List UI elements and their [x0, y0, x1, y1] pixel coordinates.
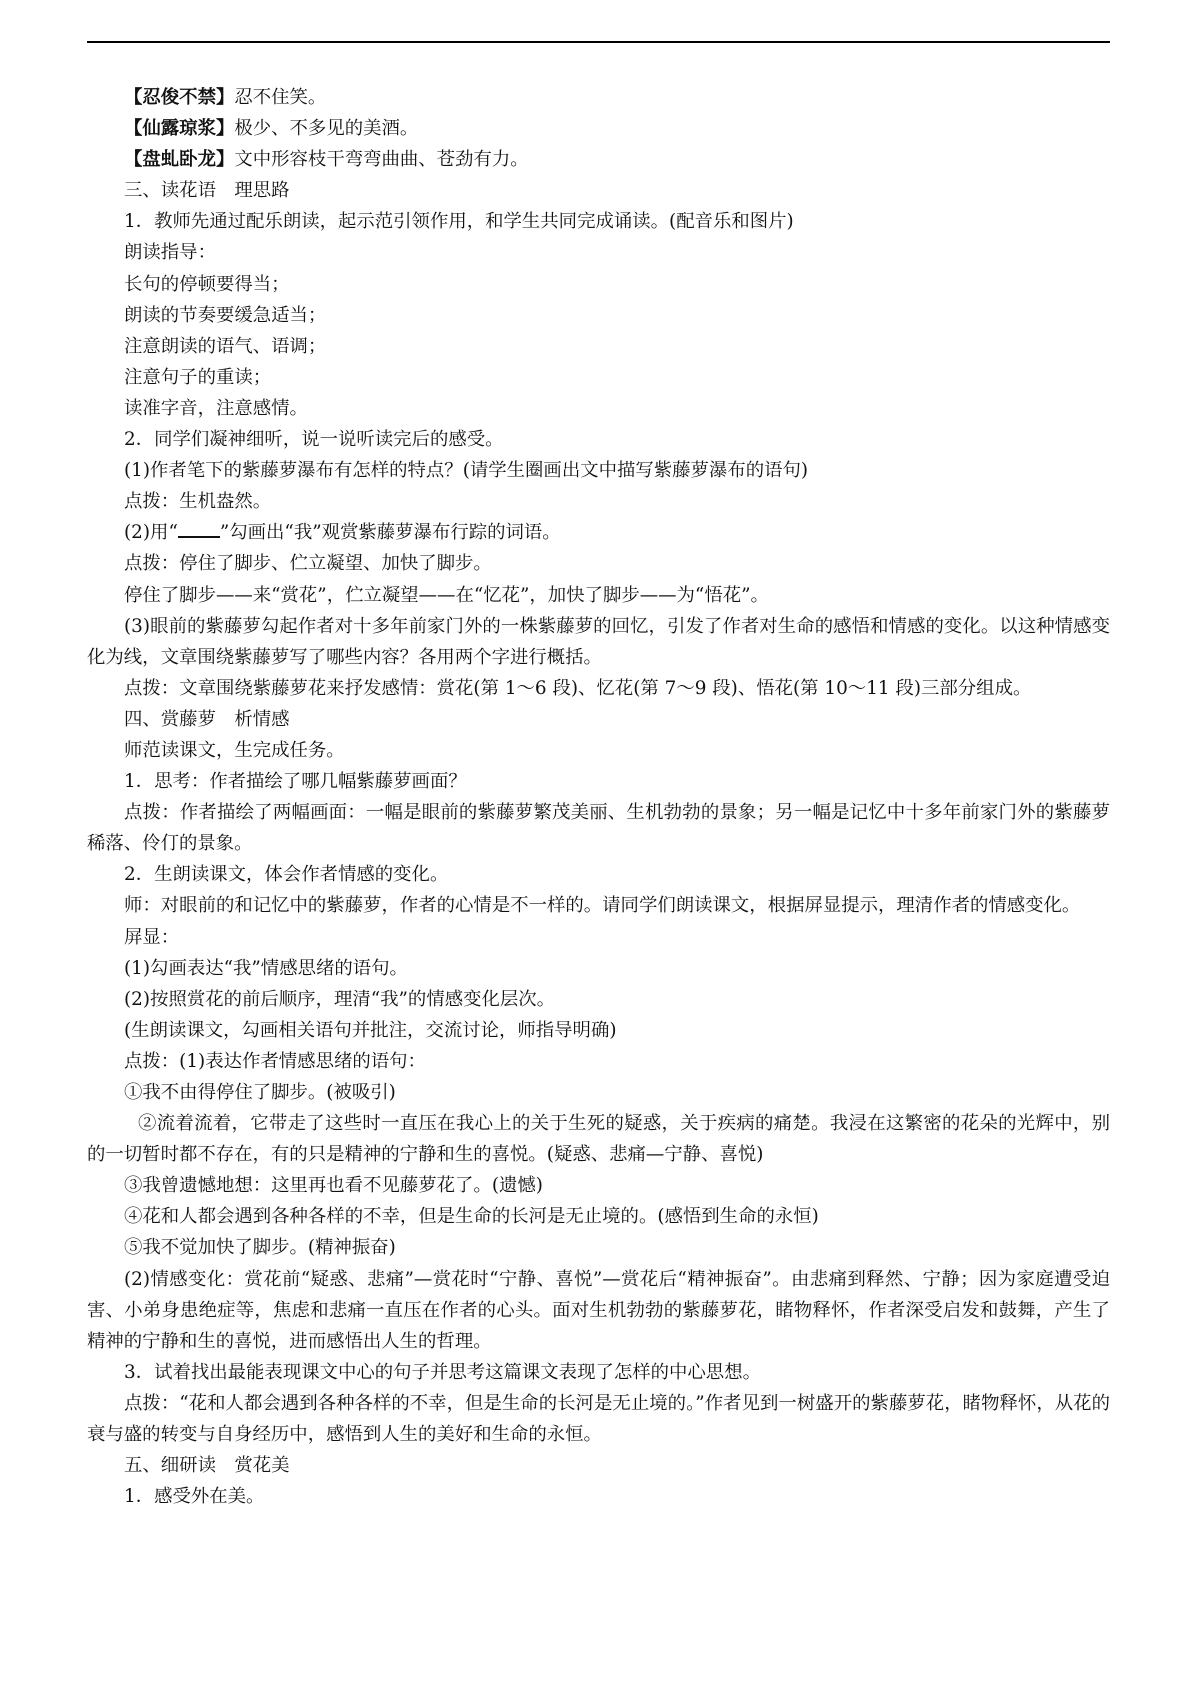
quote-item: ②流着流着，它带走了这些时一直压在我心上的关于生死的疑惑，关于疾病的痛楚。我浸在这繁密的花朵的光辉中，别的一切暂时都不存在，有的只是精神的宁静和生的喜悦。(疑惑、悲痛—宁静、喜悦)	[87, 1113, 1110, 1166]
answer: 点拨：生机盎然。	[124, 491, 272, 513]
vocab-term: 【盘虬卧龙】	[124, 149, 235, 171]
paragraph: 师范读课文，生完成任务。	[124, 739, 345, 761]
question	[87, 517, 1110, 548]
screen-item: (2)按照赏花的前后顺序，理清“我”的情感变化层次。	[124, 988, 556, 1010]
section-heading: 三、读花语 理思路	[124, 180, 290, 202]
quote-item: ③我曾遗憾地想：这里再也看不见藤萝花了。(遗憾)	[124, 1175, 543, 1197]
screen-item: (1)勾画表达“我”情感思绪的语句。	[124, 957, 408, 979]
vocab-entry	[87, 144, 1110, 175]
vocab-definition: 极少、不多见的美酒。	[234, 118, 419, 140]
answer: 点拨：(1)表达作者情感思绪的语句：	[124, 1050, 426, 1072]
vocab-entry	[87, 82, 1110, 113]
guide-item: 注意句子的重读；	[124, 366, 272, 388]
vocab-entry	[87, 113, 1110, 144]
section-heading: 五、细研读 赏花美	[124, 1455, 290, 1477]
guide-item: 朗读的节奏要缓急适当；	[124, 304, 327, 326]
answer: (2)情感变化：赏花前“疑惑、悲痛”—赏花时“宁静、喜悦”—赏花后“精神振奋”。由悲痛到释然、宁静；因为家庭遭受迫害、小弟身患绝症等，焦虑和悲痛一直压在作者的心头。面对生机勃勃的紫藤萝花，睹物释怀，作者深受启发和鼓舞，产生了精神的宁静和生的喜悦，进而感悟出人生的哲理。	[87, 1268, 1110, 1352]
header-rule	[87, 41, 1110, 43]
screen-title: 屏显：	[124, 926, 180, 948]
question-prefix: (2)用“	[124, 522, 178, 544]
section-heading: 四、赏藤萝 析情感	[124, 708, 290, 730]
question-suffix: ”勾画出“我”观赏紫藤萝瀑布行踪的词语。	[219, 522, 561, 544]
guide-item: 长句的停顿要得当；	[124, 273, 290, 295]
vocab-term: 【忍俊不禁】	[124, 87, 235, 108]
vocab-definition: 文中形容枝干弯弯曲曲、苍劲有力。	[234, 149, 529, 171]
teacher-remark: 师：对眼前的和记忆中的紫藤萝，作者的心情是不一样的。请同学们朗读课文，根据屏显提示，理清作者的情感变化。	[124, 895, 1081, 917]
activity-note: (生朗读课文，勾画相关语句并批注，交流讨论，师指导明确)	[124, 1019, 617, 1041]
guide-item: 注意朗读的语气、语调；	[124, 335, 327, 357]
paragraph: 1．教师先通过配乐朗读，起示范引领作用，和学生共同完成诵读。(配音乐和图片)	[124, 211, 794, 233]
paragraph: 1．感受外在美。	[124, 1486, 265, 1508]
quote-item: ⑤我不觉加快了脚步。(精神振奋)	[124, 1237, 396, 1259]
paragraph: 2．生朗读课文，体会作者情感的变化。	[124, 864, 449, 886]
quote-item: ①我不由得停住了脚步。(被吸引)	[124, 1082, 396, 1103]
guide-title: 朗读指导：	[124, 242, 216, 264]
paragraph: 1．思考：作者描绘了哪几幅紫藤萝画面？	[124, 771, 467, 793]
quote-item: ④花和人都会遇到各种各样的不幸，但是生命的长河是无止境的。(感悟到生命的永恒)	[124, 1206, 819, 1228]
question: (3)眼前的紫藤萝勾起作者对十多年前家门外的一株紫藤萝的回忆，引发了作者对生命的感悟和情感的变化。以这种情感变化为线，文章围绕紫藤萝写了哪些内容？各用两个字进行概括。	[87, 615, 1110, 668]
guide-item: 读准字音，注意感情。	[124, 397, 308, 419]
vocab-term: 【仙露琼浆】	[124, 118, 235, 140]
paragraph: 3．试着找出最能表现课文中心的句子并思考这篇课文表现了怎样的中心思想。	[124, 1361, 761, 1383]
answer: 点拨：文章围绕紫藤萝花来抒发感情：赏花(第 1～6 段)、忆花(第 7～9 段)、悟花(第 10～11 段)三部分组成。	[124, 677, 1032, 699]
paragraph: 2．同学们凝神细听，说一说听读完后的感受。	[124, 429, 504, 451]
answer: 点拨：“花和人都会遇到各种各样的不幸，但是生命的长河是无止境的。”作者见到一树盛开的紫藤萝花，睹物释怀，从花的衰与盛的转变与自身经历中，感悟到人生的美好和生命的永恒。	[87, 1392, 1110, 1446]
vocab-definition: 忍不住笑。	[234, 87, 327, 108]
document-body	[87, 82, 1110, 1512]
answer: 点拨：作者描绘了两幅画面：一幅是眼前的紫藤萝繁茂美丽、生机勃勃的景象；另一幅是记忆中十多年前家门外的紫藤萝稀落、伶仃的景象。	[87, 802, 1110, 855]
answer: 点拨：停住了脚步、伫立凝望、加快了脚步。	[124, 553, 492, 575]
underline-blank	[178, 522, 220, 538]
question: (1)作者笔下的紫藤萝瀑布有怎样的特点？(请学生圈画出文中描写紫藤萝瀑布的语句)	[124, 460, 809, 482]
answer: 停住了脚步——来“赏花”，伫立凝望——在“忆花”，加快了脚步——为“悟花”。	[124, 584, 769, 606]
